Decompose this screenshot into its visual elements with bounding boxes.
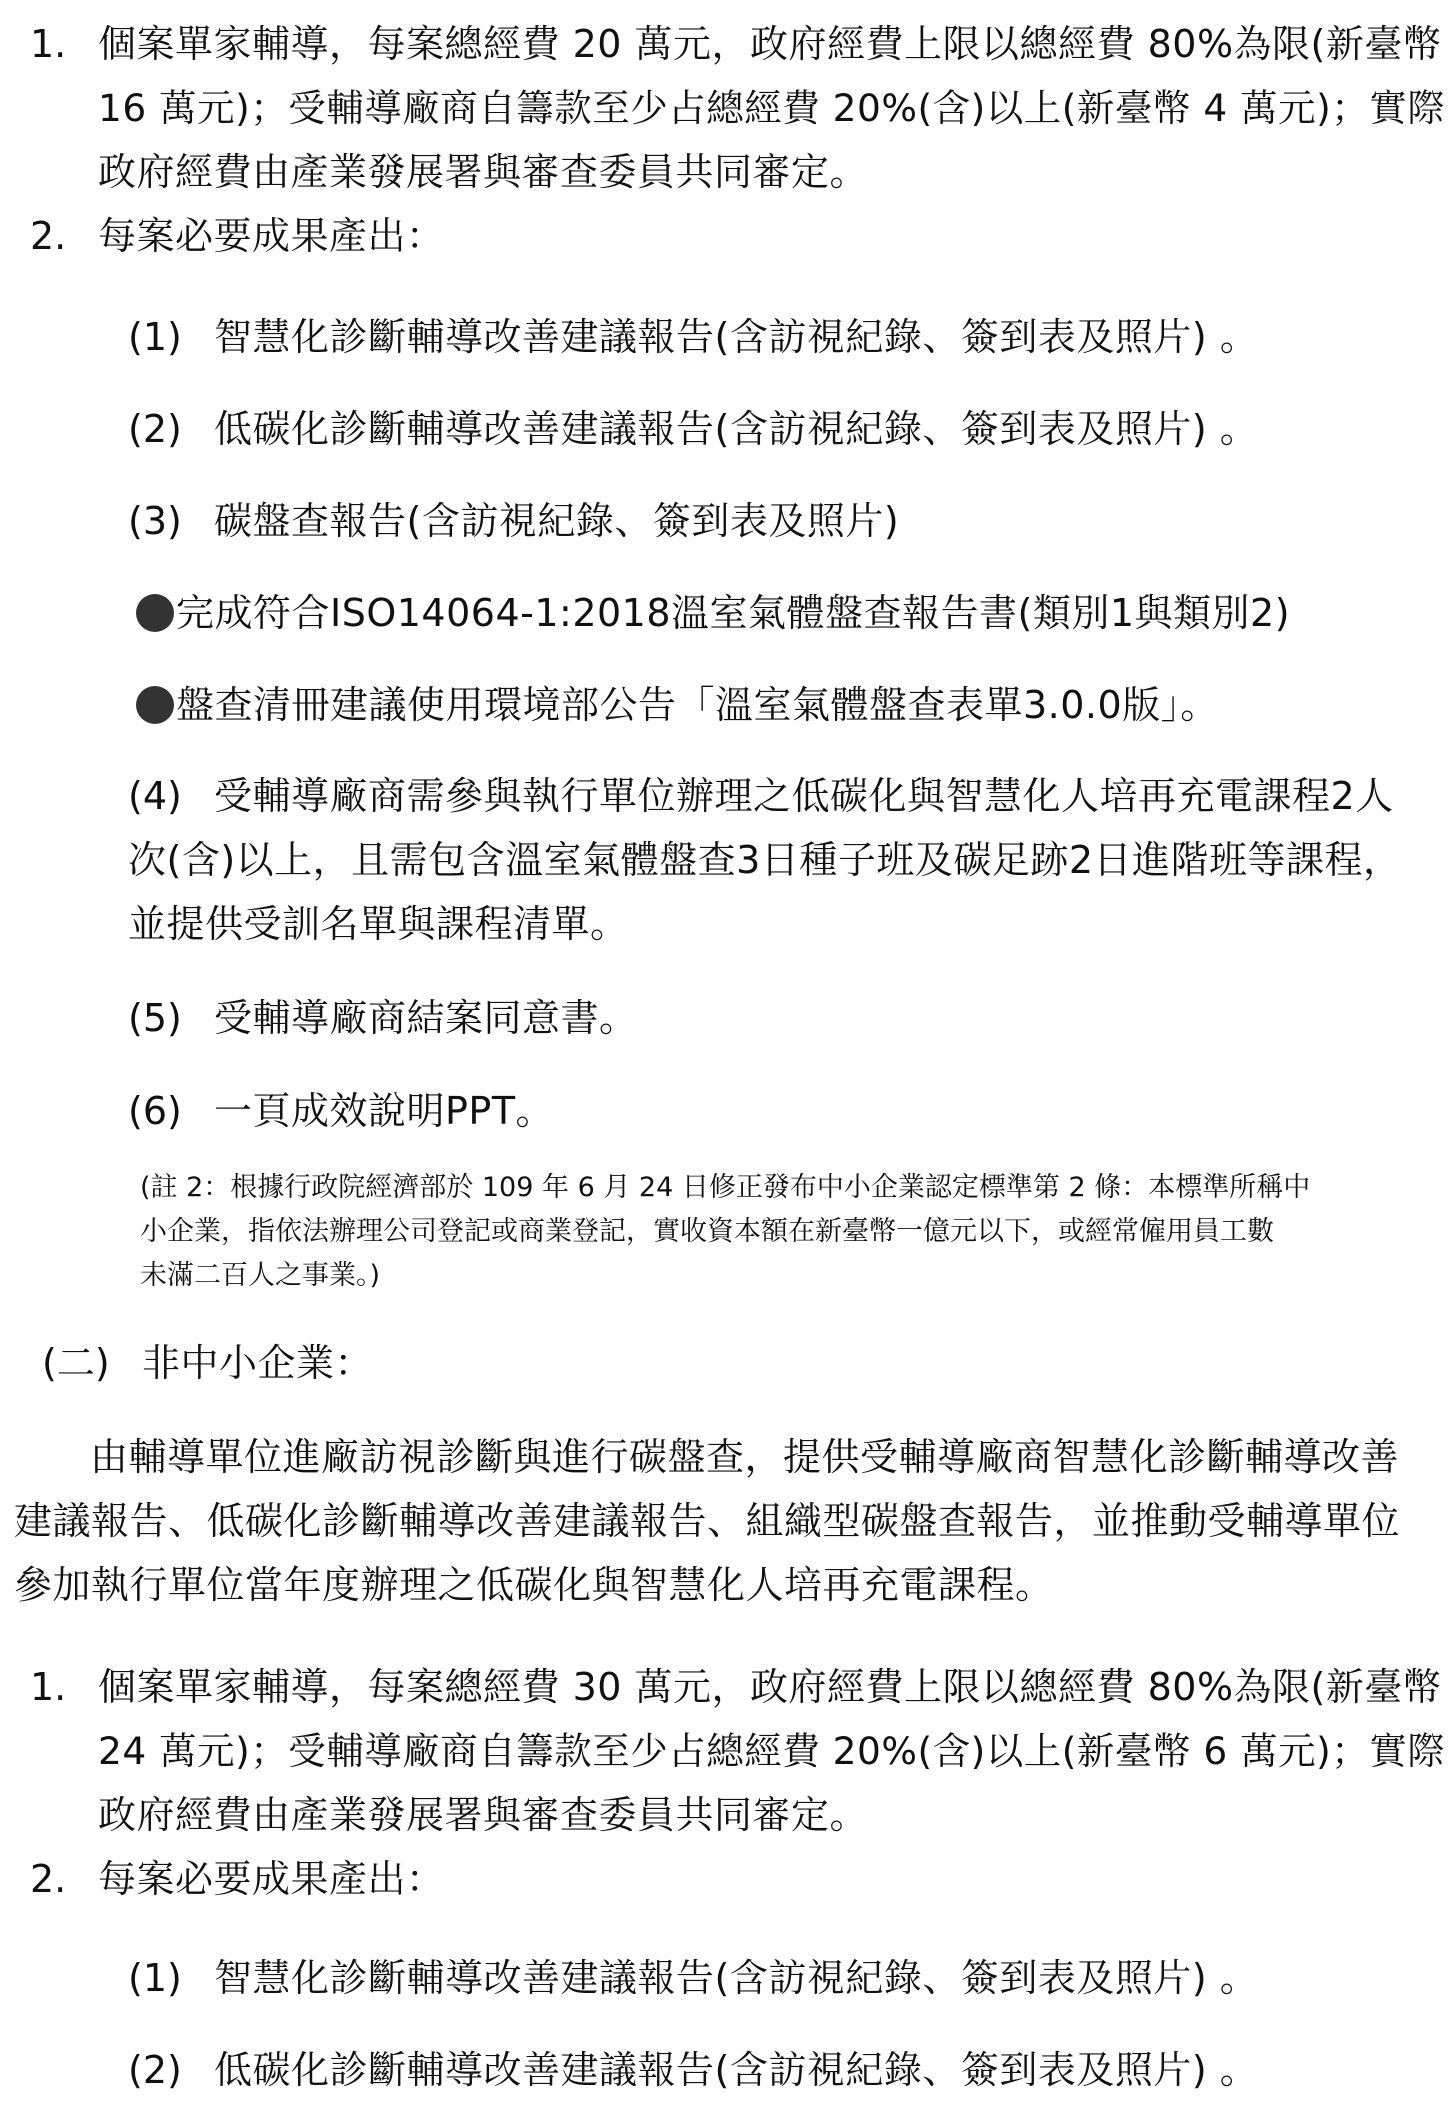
item-text-line: 每案必要成果產出： [98,1857,445,1901]
footnote-line: 未滿二百人之事業。) [140,1260,381,1291]
bullet-dot-icon [136,686,174,724]
item-text-line: 個案單家輔導，每案總經費 20 萬元，政府經費上限以總經費 80%為限(新臺幣 [98,22,1442,66]
sub-item-text: 碳盤查報告(含訪視紀錄、簽到表及照片) [214,499,900,543]
bullet-text: 盤查清冊建議使用環境部公告「溫室氣體盤查表單3.0.0版」。 [176,683,1219,727]
item-text-line: 24 萬元)；受輔導廠商自籌款至少占總經費 20%(含)以上(新臺幣 6 萬元)；實際 [98,1729,1446,1773]
item-text-line: 個案單家輔導，每案總經費 30 萬元，政府經費上限以總經費 80%為限(新臺幣 [98,1665,1442,1709]
sub-item-text: 受輔導廠商結案同意書。 [214,996,638,1040]
sub-item-text: 智慧化診斷輔導改善建議報告(含訪視紀錄、簽到表及照片) 。 [214,1956,1259,2000]
sub-item-label: (2) [128,2048,182,2092]
bullet-dot-icon [136,594,174,632]
bullet-item [136,589,1290,637]
item-text-line: 政府經費由產業發展署與審查委員共同審定。 [98,1793,869,1837]
item-text-line: 政府經費由產業發展署與審查委員共同審定。 [98,150,869,194]
sub-item-label: (2) [128,407,182,451]
footnote-line: 小企業，指依法辦理公司登記或商業登記，實收資本額在新臺幣一億元以下，或經常僱用員工數 [140,1216,1274,1247]
sub-item-text: 智慧化診斷輔導改善建議報告(含訪視紀錄、簽到表及照片) 。 [214,315,1259,359]
paragraph-line: 由輔導單位進廠訪視診斷與進行碳盤查，提供受輔導廠商智慧化診斷輔導改善 [90,1435,1400,1479]
paragraph-line: 建議報告、低碳化診斷輔導改善建議報告、組織型碳盤查報告，並推動受輔導單位 [14,1499,1401,1543]
footnote-line: (註 2：根據行政院經濟部於 109 年 6 月 24 日修正發布中小企業認定標準第 2 條：本標準所稱中 [140,1172,1311,1203]
sub-item-text: 低碳化診斷輔導改善建議報告(含訪視紀錄、簽到表及照片) 。 [214,407,1259,451]
sub-item-text: 一頁成效說明PPT。 [214,1089,555,1133]
item-number: 2. [30,1857,67,1901]
sub-item-text: 並提供受訓名單與課程清單。 [128,902,629,946]
section-heading-text: 非中小企業： [142,1341,374,1385]
item-text-line: 每案必要成果產出： [98,214,445,258]
item-text-line: 16 萬元)；受輔導廠商自籌款至少占總經費 20%(含)以上(新臺幣 4 萬元)；實際 [98,86,1446,130]
bullet-item [136,681,1219,729]
sub-item-text: 次(含)以上，且需包含溫室氣體盤查3日種子班及碳足跡2日進階班等課程， [128,838,1402,882]
paragraph-line: 參加執行單位當年度辦理之低碳化與智慧化人培再充電課程。 [14,1563,1054,1607]
sub-item-label: (4) [128,774,182,818]
item-number: 1. [30,1665,67,1709]
sub-item-text: 低碳化診斷輔導改善建議報告(含訪視紀錄、簽到表及照片) 。 [214,2048,1259,2092]
sub-item-label: (6) [128,1089,182,1133]
sub-item-label: (3) [128,499,182,543]
sub-item-label: (1) [128,315,182,359]
sub-item-label: (1) [128,1956,182,2000]
sub-item-text: 受輔導廠商需參與執行單位辦理之低碳化與智慧化人培再充電課程2人 [214,774,1394,818]
section-heading-label: (二) [42,1341,110,1385]
item-number: 2. [30,214,67,258]
bullet-text: 完成符合ISO14064-1:2018溫室氣體盤查報告書(類別1與類別2) [176,591,1291,635]
item-number: 1. [30,22,67,66]
sub-item-label: (5) [128,996,182,1040]
